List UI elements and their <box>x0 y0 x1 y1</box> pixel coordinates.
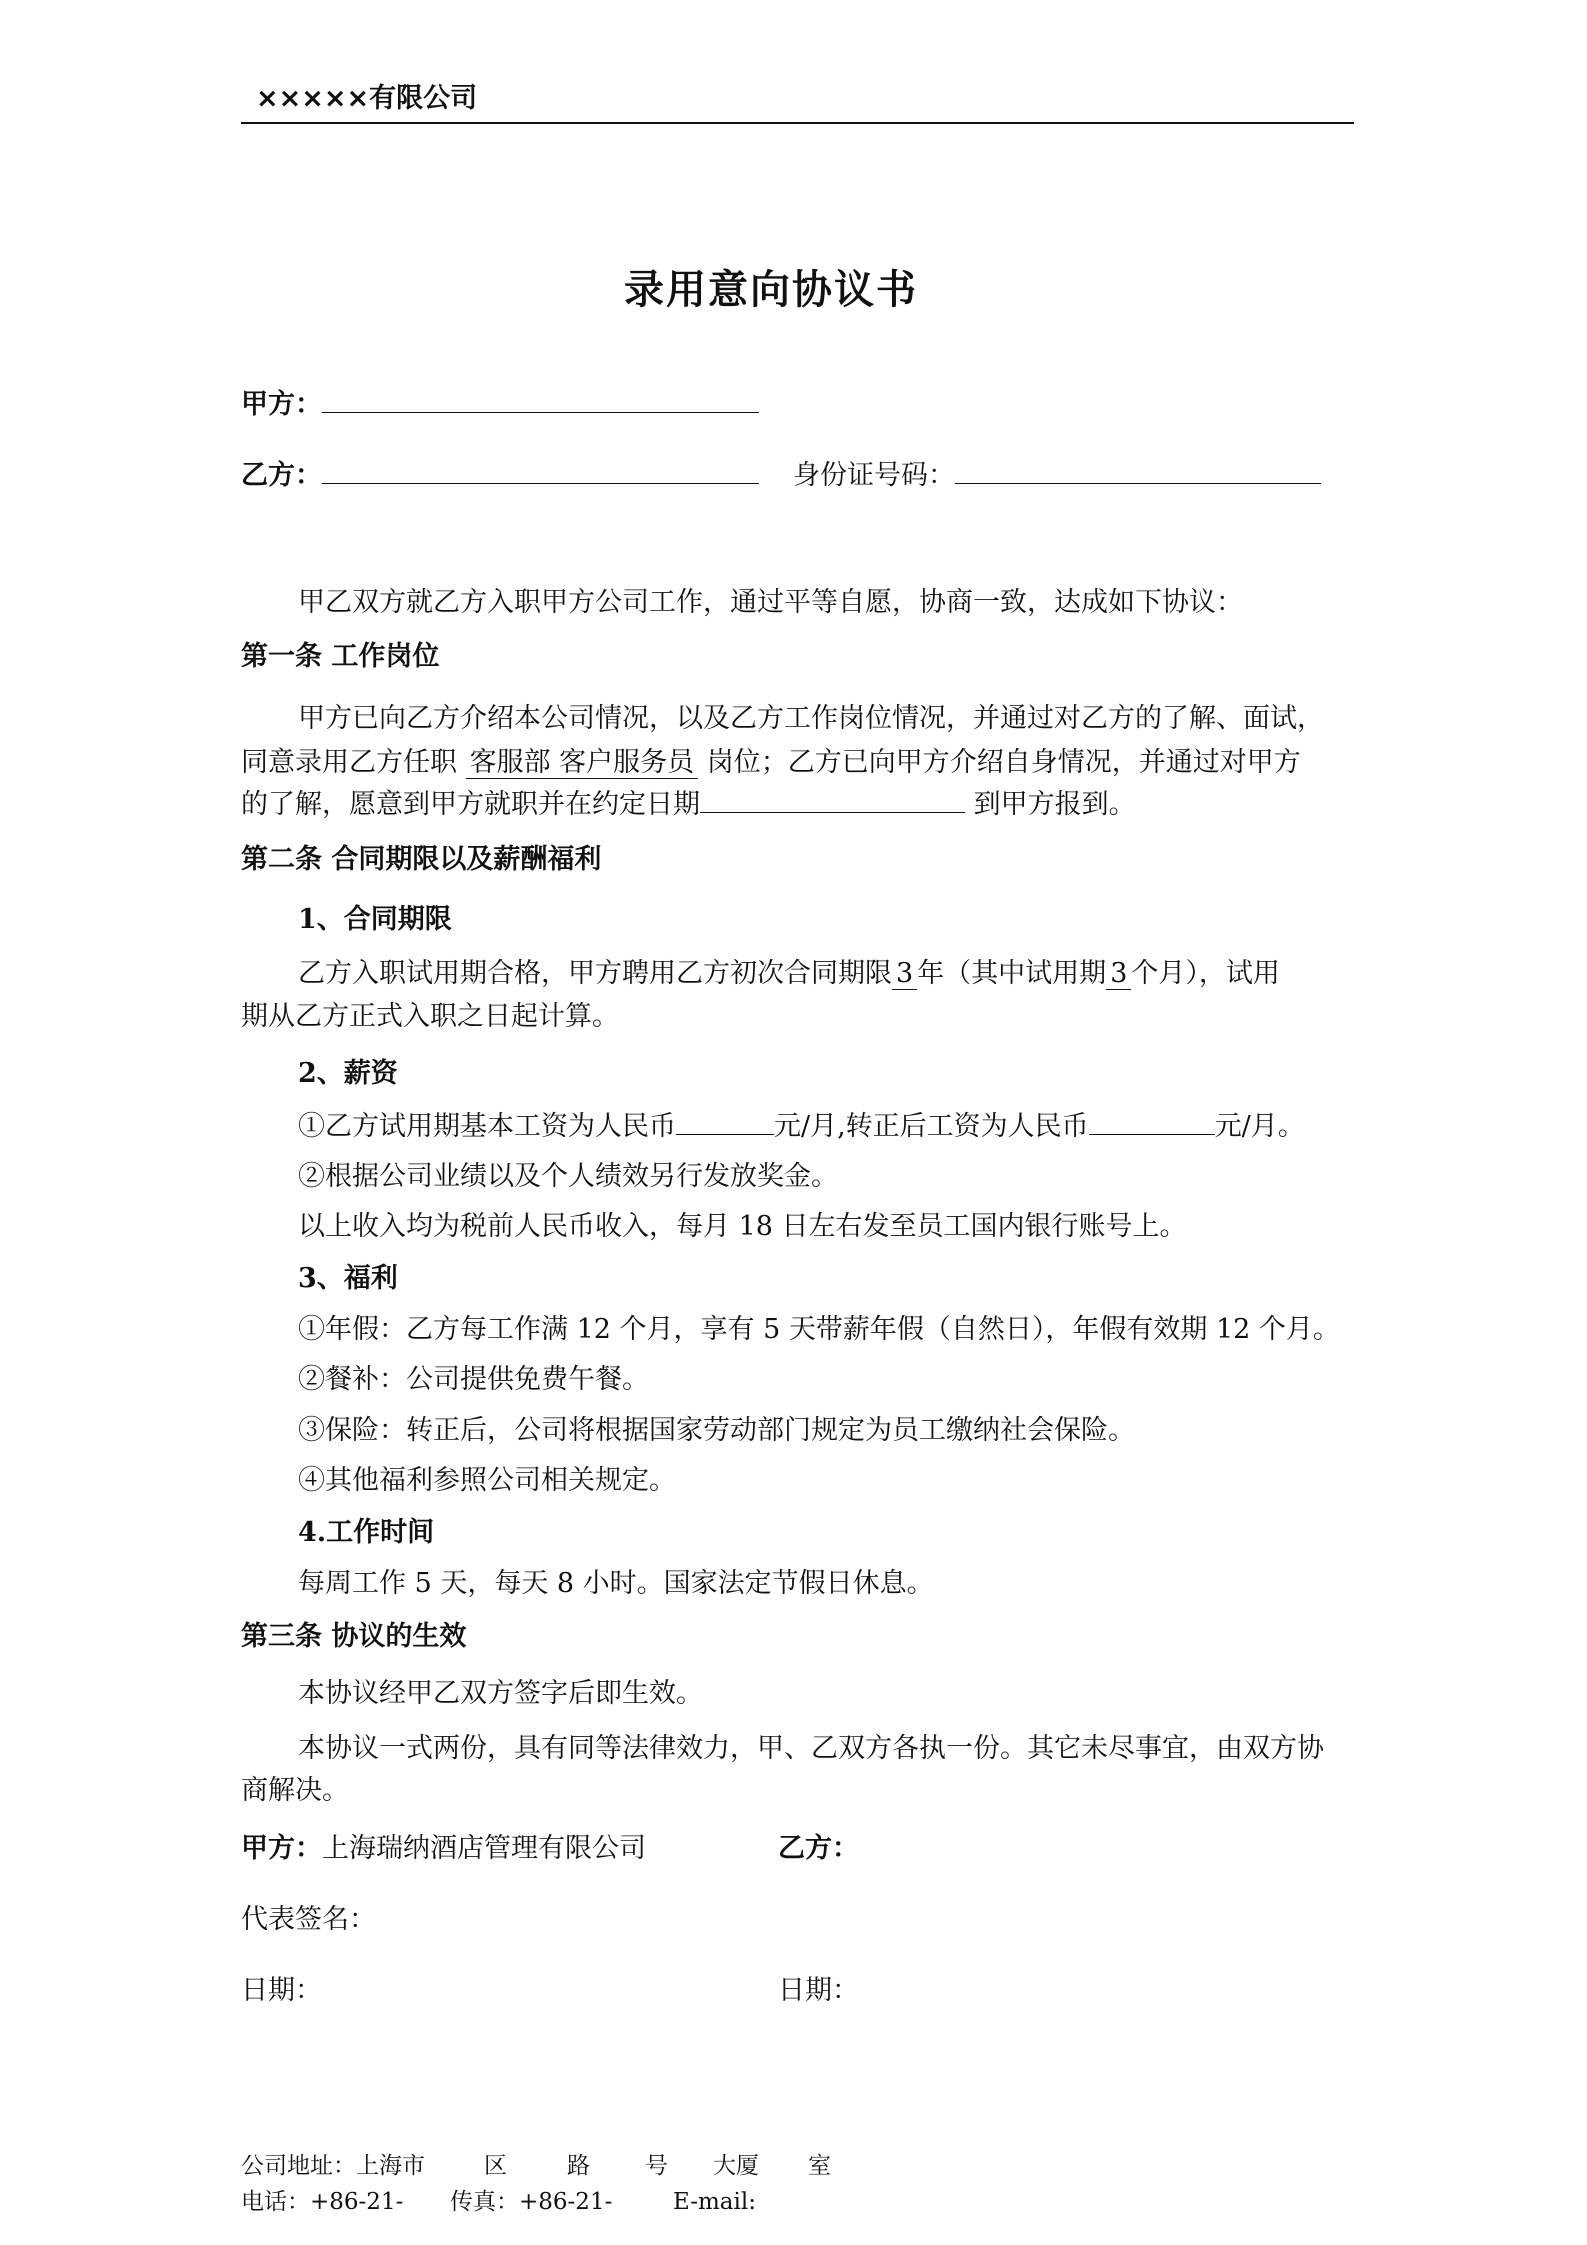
article3-line2: 本协议一式两份，具有同等法律效力，甲、乙双方各执一份。其它未尽事宜，由双方协 <box>298 1733 1324 1764</box>
party-a-label: 甲方： <box>241 389 322 420</box>
probation-months: 3 <box>1106 958 1131 990</box>
article1-line3: 的了解，愿意到甲方就职并在约定日期 到甲方报到。 <box>241 789 1136 820</box>
benefits-line1: ①年假：乙方每工作满 12 个月，享有 5 天带薪年假（自然日），年假有效期 12 个月。 <box>298 1314 1340 1345</box>
date-a-label: 日期： <box>241 1975 322 2006</box>
document-title: 录用意向协议书 <box>624 266 918 313</box>
article3-line3: 商解决。 <box>241 1775 349 1806</box>
sig-a-label: 甲方： <box>241 1833 322 1864</box>
sig-a-name: 上海瑞纳酒店管理有限公司 <box>322 1833 646 1864</box>
hours-line1: 每周工作 5 天，每天 8 小时。国家法定节假日休息。 <box>298 1568 934 1599</box>
party-b-row <box>241 459 759 493</box>
benefits-line2: ②餐补：公司提供免费午餐。 <box>298 1364 649 1395</box>
salary-line2: ②根据公司业绩以及个人绩效另行发放奖金。 <box>298 1161 838 1192</box>
signature-party-a <box>241 1832 646 1866</box>
party-a-row <box>241 388 759 422</box>
article1-line1: 甲方已向乙方介绍本公司情况，以及乙方工作岗位情况，并通过对乙方的了解、面试， <box>298 703 1324 734</box>
term-line2: 期从乙方正式入职之日起计算。 <box>241 1001 619 1032</box>
date-b-label: 日期： <box>778 1975 859 2006</box>
footer-fax: 传真：+86-21- <box>450 2189 613 2215</box>
intro-text: 甲乙双方就乙方入职甲方公司工作，通过平等自愿，协商一致，达成如下协议： <box>298 587 1243 618</box>
footer-district: 区 <box>484 2153 507 2179</box>
report-date-blank <box>700 788 965 813</box>
article2-heading: 第二条 合同期限以及薪酬福利 <box>241 844 602 875</box>
term-line1: 乙方入职试用期合格，甲方聘用乙方初次合同期限 3 年（其中试用期 3 个月），试用 <box>298 958 1280 989</box>
regular-salary-blank <box>1089 1110 1215 1135</box>
id-blank <box>955 459 1321 484</box>
footer-tel: 电话：+86-21- <box>241 2189 404 2215</box>
header-rule <box>241 122 1354 124</box>
salary-heading: 2、薪资 <box>298 1058 398 1089</box>
rep-signature-label: 代表签名： <box>241 1904 376 1935</box>
benefits-line3: ③保险：转正后，公司将根据国家劳动部门规定为员工缴纳社会保险。 <box>298 1415 1135 1446</box>
footer-address-label: 公司地址：上海市 <box>241 2153 425 2179</box>
article3-heading: 第三条 协议的生效 <box>241 1621 467 1652</box>
benefits-line4: ④其他福利参照公司相关规定。 <box>298 1465 676 1496</box>
party-a-blank <box>322 388 759 413</box>
salary-line3: 以上收入均为税前人民币收入，每月 18 日左右发至员工国内银行账号上。 <box>298 1211 1187 1242</box>
footer-room: 室 <box>808 2153 831 2179</box>
term-heading: 1、合同期限 <box>298 904 452 935</box>
article3-line1: 本协议经甲乙双方签字后即生效。 <box>298 1678 703 1709</box>
company-header: ×××××有限公司 <box>256 83 478 114</box>
sig-b-label: 乙方： <box>778 1833 859 1864</box>
article1-line2: 同意录用乙方任职 客服部 客户服务员 岗位；乙方已向甲方介绍自身情况，并通过对甲方 <box>241 747 1301 778</box>
footer-number: 号 <box>645 2153 668 2179</box>
contract-years: 3 <box>892 958 917 990</box>
party-b-label: 乙方： <box>241 460 322 491</box>
footer-building: 大厦 <box>713 2153 759 2179</box>
hours-heading: 4.工作时间 <box>298 1517 435 1548</box>
party-b-blank <box>322 459 759 484</box>
id-label: 身份证号码： <box>793 460 955 491</box>
probation-salary-blank <box>676 1110 774 1135</box>
position-value: 客服部 客户服务员 <box>466 747 699 779</box>
id-row <box>793 459 1321 493</box>
article1-heading: 第一条 工作岗位 <box>241 641 440 672</box>
footer-road: 路 <box>567 2153 590 2179</box>
benefits-heading: 3、福利 <box>298 1263 398 1294</box>
salary-line1: ①乙方试用期基本工资为人民币 元/月,转正后工资为人民币 元/月。 <box>298 1111 1305 1142</box>
footer-email: E-mail: <box>673 2189 756 2215</box>
